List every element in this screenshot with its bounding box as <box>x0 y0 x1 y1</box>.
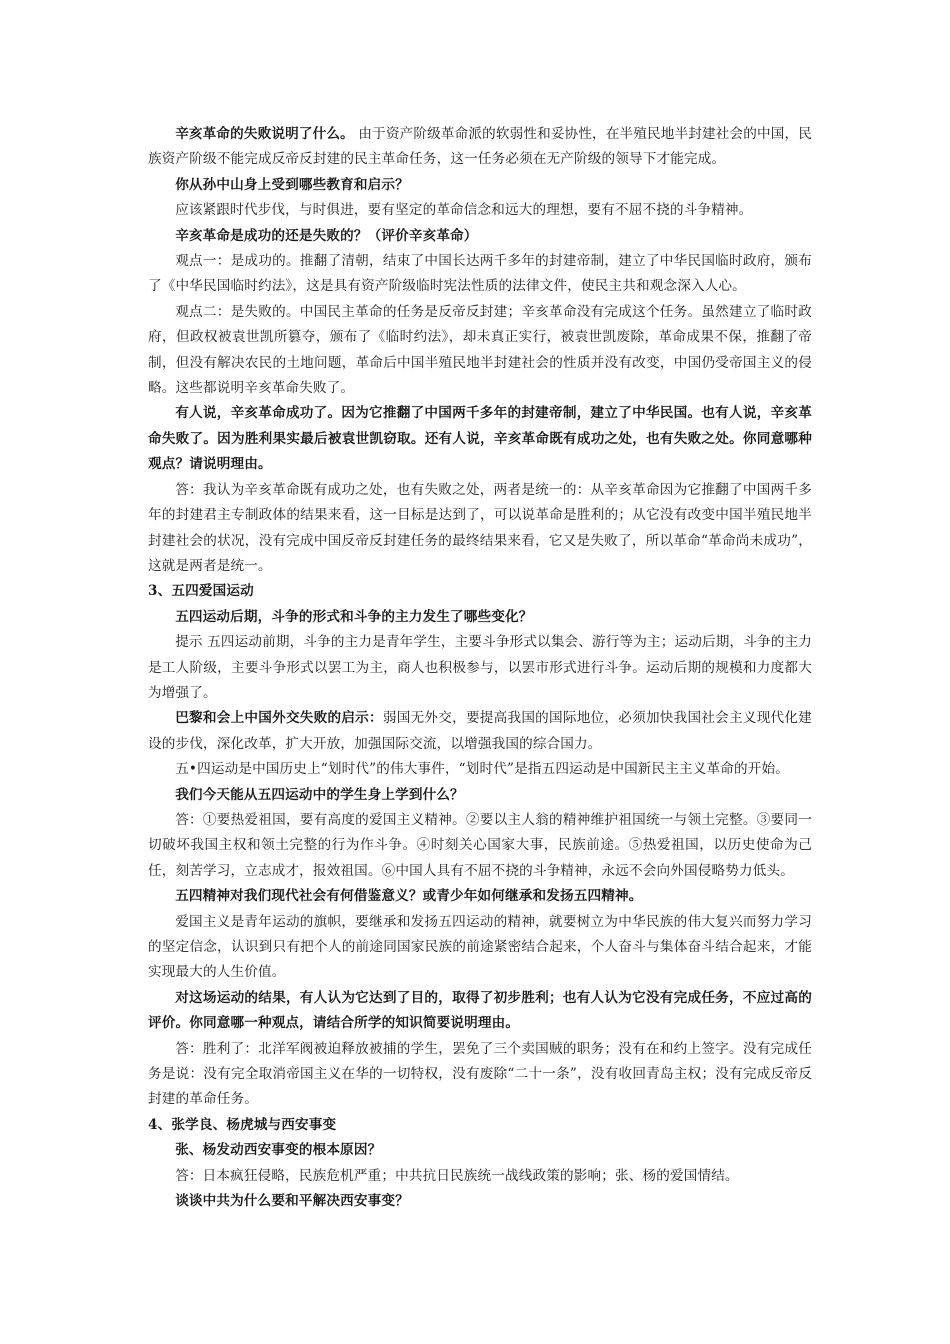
answer-reason: 答：日本疯狂侵略，民族危机严重；中共抗日民族统一战线政策的影响；张、杨的爱国情结。 <box>175 1167 739 1184</box>
paris-text: 弱国无外交，要提高我国的国际地位，必须加快我国社会主义现代化建设的步伐，深化改革，扩大开放，加强国际交流，以增强我国的综合国力。 <box>148 710 812 752</box>
question-spirit: 五四精神对我们现代社会有何借鉴意义？或青少年如何继承和发扬五四精神。 <box>175 888 643 905</box>
document-page <box>148 122 812 1214</box>
section-heading-may4: 3、五四爱国运动 <box>148 583 254 600</box>
paragraph-paris <box>148 706 812 757</box>
answer-failure: 由于资产阶级革命派的软弱性和妥协性，在半殖民地半封建社会的中国，民族资产阶级不能完成反帝反封建的民主革命任务，这一任务必须在无产阶级的领导下才能完成。 <box>148 126 812 168</box>
question-result: 对这场运动的结果，有人认为它达到了目的，取得了初步胜利；也有人认为它没有完成任务，不应过高的评价。你同意哪一种观点，请结合所学的知识简要说明理由。 <box>148 989 812 1032</box>
viewpoint-one: 观点一：是成功的。推翻了清朝，结束了中国长达两千多年的封建帝制，建立了中华民国临时政府，颁布了《中华民国临时约法》，这是具有资产阶级临时宪法性质的法律文件，使民主共和观念深入人心。 <box>148 253 812 295</box>
question-failure: 辛亥革命的失败说明了什么。 <box>175 126 354 142</box>
answer-later-stage: 提示 五四运动前期，斗争的主力是青年学生，主要斗争形式以集会、游行等为主；运动后期，斗争的主力是工人阶级，主要斗争形式以罢工为主，商人也积极参与，以罢市形式进行斗争。运动后期的规模和力度都大为增强了。 <box>148 634 812 701</box>
answer-result: 答：胜利了：北洋军阀被迫释放被捕的学生，罢免了三个卖国贼的职务；没有在和约上签字。没有完成任务是说：没有完全取消帝国主义在华的一切特权，没有废除“二十一条”，没有收回青岛主权；没有完成反帝反封建的革命任务。 <box>148 1040 812 1108</box>
question-learn: 我们今天能从五四运动中的学生身上学到什么？ <box>175 786 464 803</box>
question-peaceful: 谈谈中共为什么要和平解决西安事变？ <box>175 1193 409 1210</box>
question-both-views: 有人说，辛亥革命成功了。因为它推翻了中国两千多年的封建帝制，建立了中华民国。也有人说，辛亥革命失败了。因为胜利果实最后被袁世凯窃取。还有人说，辛亥革命既有成功之处，也有失败之处。你同意哪种观点？请说明理由。 <box>148 405 812 473</box>
section-heading-xian: 4、张学良、杨虎城与西安事变 <box>148 1116 337 1133</box>
viewpoint-two: 观点二：是失败的。中国民主革命的任务是反帝反封建；辛亥革命没有完成这个任务。虽然建立了临时政府，但政权被袁世凯所篡夺，颁布了《临时约法》，却未真正实行，被袁世凯废除，革命成果不保，推翻了帝制，但没有解决农民的土地问题，革命后中国半殖民地半封建社会的性质并没有改变，中国仍受帝国主义的侵略。这些都说明辛亥革命失败了。 <box>148 303 812 397</box>
question-evaluate: 辛亥革命是成功的还是失败的？（评价辛亥革命） <box>175 227 478 244</box>
answer-learn: 答：①要热爱祖国，要有高度的爱国主义精神。②要以主人翁的精神维护祖国统一与领土完整。③要同一切破坏我国主权和领土完整的行为作斗争。④时刻关心国家大事，民族前途。⑤热爱祖国，以历史使命为己任，刻苦学习，立志成才，报效祖国。⑥中国人具有不屈不挠的斗争精神，永远不会向外国侵略势力低头。 <box>148 811 812 879</box>
paragraph-failure <box>148 122 812 173</box>
answer-sun: 应该紧跟时代步伐，与时俱进，要有坚定的革命信念和远大的理想，要有不屈不挠的斗争精神。 <box>175 202 753 219</box>
paragraph-epoch: 五•四运动是中国历史上“划时代”的伟大事件，“划时代”是指五四运动是中国新民主主义革命的开始。 <box>175 761 789 778</box>
question-sun: 你从孙中山身上受到哪些教育和启示？ <box>175 176 409 193</box>
answer-both-views: 答：我认为辛亥革命既有成功之处，也有失败之处，两者是统一的：从辛亥革命因为它推翻了中国两千多年的封建君主专制政体的结果来看，这一目标是达到了，可以说革命是胜利的；从它没有改变中国半殖民地半封建社会的状况，没有完成中国反帝反封建任务的最终结果来看，它又是失败了，所以革命“革命尚未成功”，这就是两者是统一。 <box>148 481 812 574</box>
question-later-stage: 五四运动后期，斗争的形式和斗争的主力发生了哪些变化？ <box>175 608 533 625</box>
answer-spirit: 爱国主义是青年运动的旗帜，要继承和发扬五四运动的精神，就要树立为中华民族的伟大复兴而努力学习的坚定信念，认识到只有把个人的前途同国家民族的前途紧密结合起来，个人奋斗与集体奋斗结合起来，才能实现最大的人生价值。 <box>148 913 812 981</box>
paris-label: 巴黎和会上中国外交失败的启示： <box>175 710 383 727</box>
question-reason: 张、杨发动西安事变的根本原因？ <box>175 1142 382 1159</box>
